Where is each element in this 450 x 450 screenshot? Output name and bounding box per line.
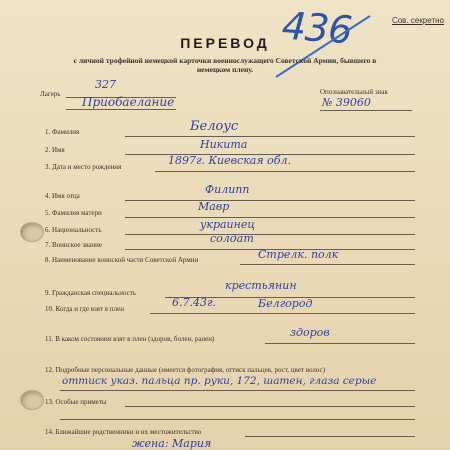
camp-line-2 — [66, 109, 176, 110]
field-label: 6. Национальность — [45, 226, 102, 234]
field-line — [240, 264, 415, 265]
field-line — [125, 200, 415, 201]
field-line — [125, 136, 415, 137]
field-value: здоров — [290, 326, 330, 339]
field-line — [125, 234, 415, 235]
field-line — [60, 390, 415, 391]
field-value: Филипп — [205, 183, 250, 196]
field-line — [265, 343, 415, 344]
field-value: Мавр — [198, 200, 230, 213]
field-value: Никита — [200, 138, 248, 151]
field-line — [150, 313, 415, 314]
field-label: 4. Имя отца — [45, 192, 80, 200]
document-subtitle: с личной трофейной немецкой карточки военнослужащего Советской Армии, бывшего в немецком плену. — [73, 56, 377, 74]
field-value: оттиск указ. пальца пр. руки, 172, шатен, глаза серые — [62, 375, 377, 387]
field-value: украинец — [200, 218, 256, 231]
camp-name-value: Приобаелание — [82, 95, 175, 109]
archive-number: 436 — [280, 3, 353, 53]
camp-label: Лагерь — [40, 90, 61, 98]
field-label: 7. Воинское звание — [45, 241, 102, 249]
field-line — [155, 171, 415, 172]
field-value: жена: Мария — [132, 437, 212, 450]
field-label: 5. Фамилия матери — [45, 209, 102, 217]
field-label: 10. Когда и где взят в плен — [45, 305, 124, 313]
secrecy-mark: Сов. секретно — [391, 16, 444, 25]
field-line — [245, 436, 415, 437]
field-value: солдат — [210, 232, 254, 245]
id-mark-label: Опознавательный знак — [320, 88, 388, 96]
camp-number-value: 327 — [95, 78, 116, 91]
capture-place-value: Белгород — [258, 297, 313, 310]
field-value: Стрелк. полк — [258, 248, 339, 261]
field-label: 9. Гражданская специальность — [45, 289, 137, 297]
field-line — [125, 406, 415, 407]
capture-date-value: 6.7.43г. — [172, 296, 217, 309]
id-mark-value: № 39060 — [322, 96, 371, 109]
id-mark-line — [320, 110, 412, 111]
field-label: 2. Имя — [45, 146, 65, 154]
field-label: 14. Ближайшие родственники и их местожительство — [45, 428, 202, 436]
field-value: 1897г. Киевская обл. — [168, 154, 291, 167]
field-value: Белоус — [190, 119, 239, 134]
punch-hole — [20, 390, 44, 410]
field-label: 8. Наименование воинской части Советской Армии — [45, 256, 199, 264]
field-label: 13. Особые приметы — [45, 398, 107, 406]
field-label: 11. В каком состоянии взят в плен (здоров, болен, ранен) — [45, 335, 215, 343]
field-label: 3. Дата и место рождения — [45, 163, 122, 171]
field-value: крестьянин — [225, 279, 297, 292]
field-line — [125, 217, 415, 218]
document-title: ПЕРЕВОД — [180, 35, 270, 51]
field-label: 12. Подробные персональные данные (имеется фотография, оттиск пальцев, рост, цвет волос) — [45, 366, 325, 374]
field-label: 1. Фамилия — [45, 128, 80, 136]
field-line — [60, 419, 415, 420]
punch-hole — [20, 222, 44, 242]
